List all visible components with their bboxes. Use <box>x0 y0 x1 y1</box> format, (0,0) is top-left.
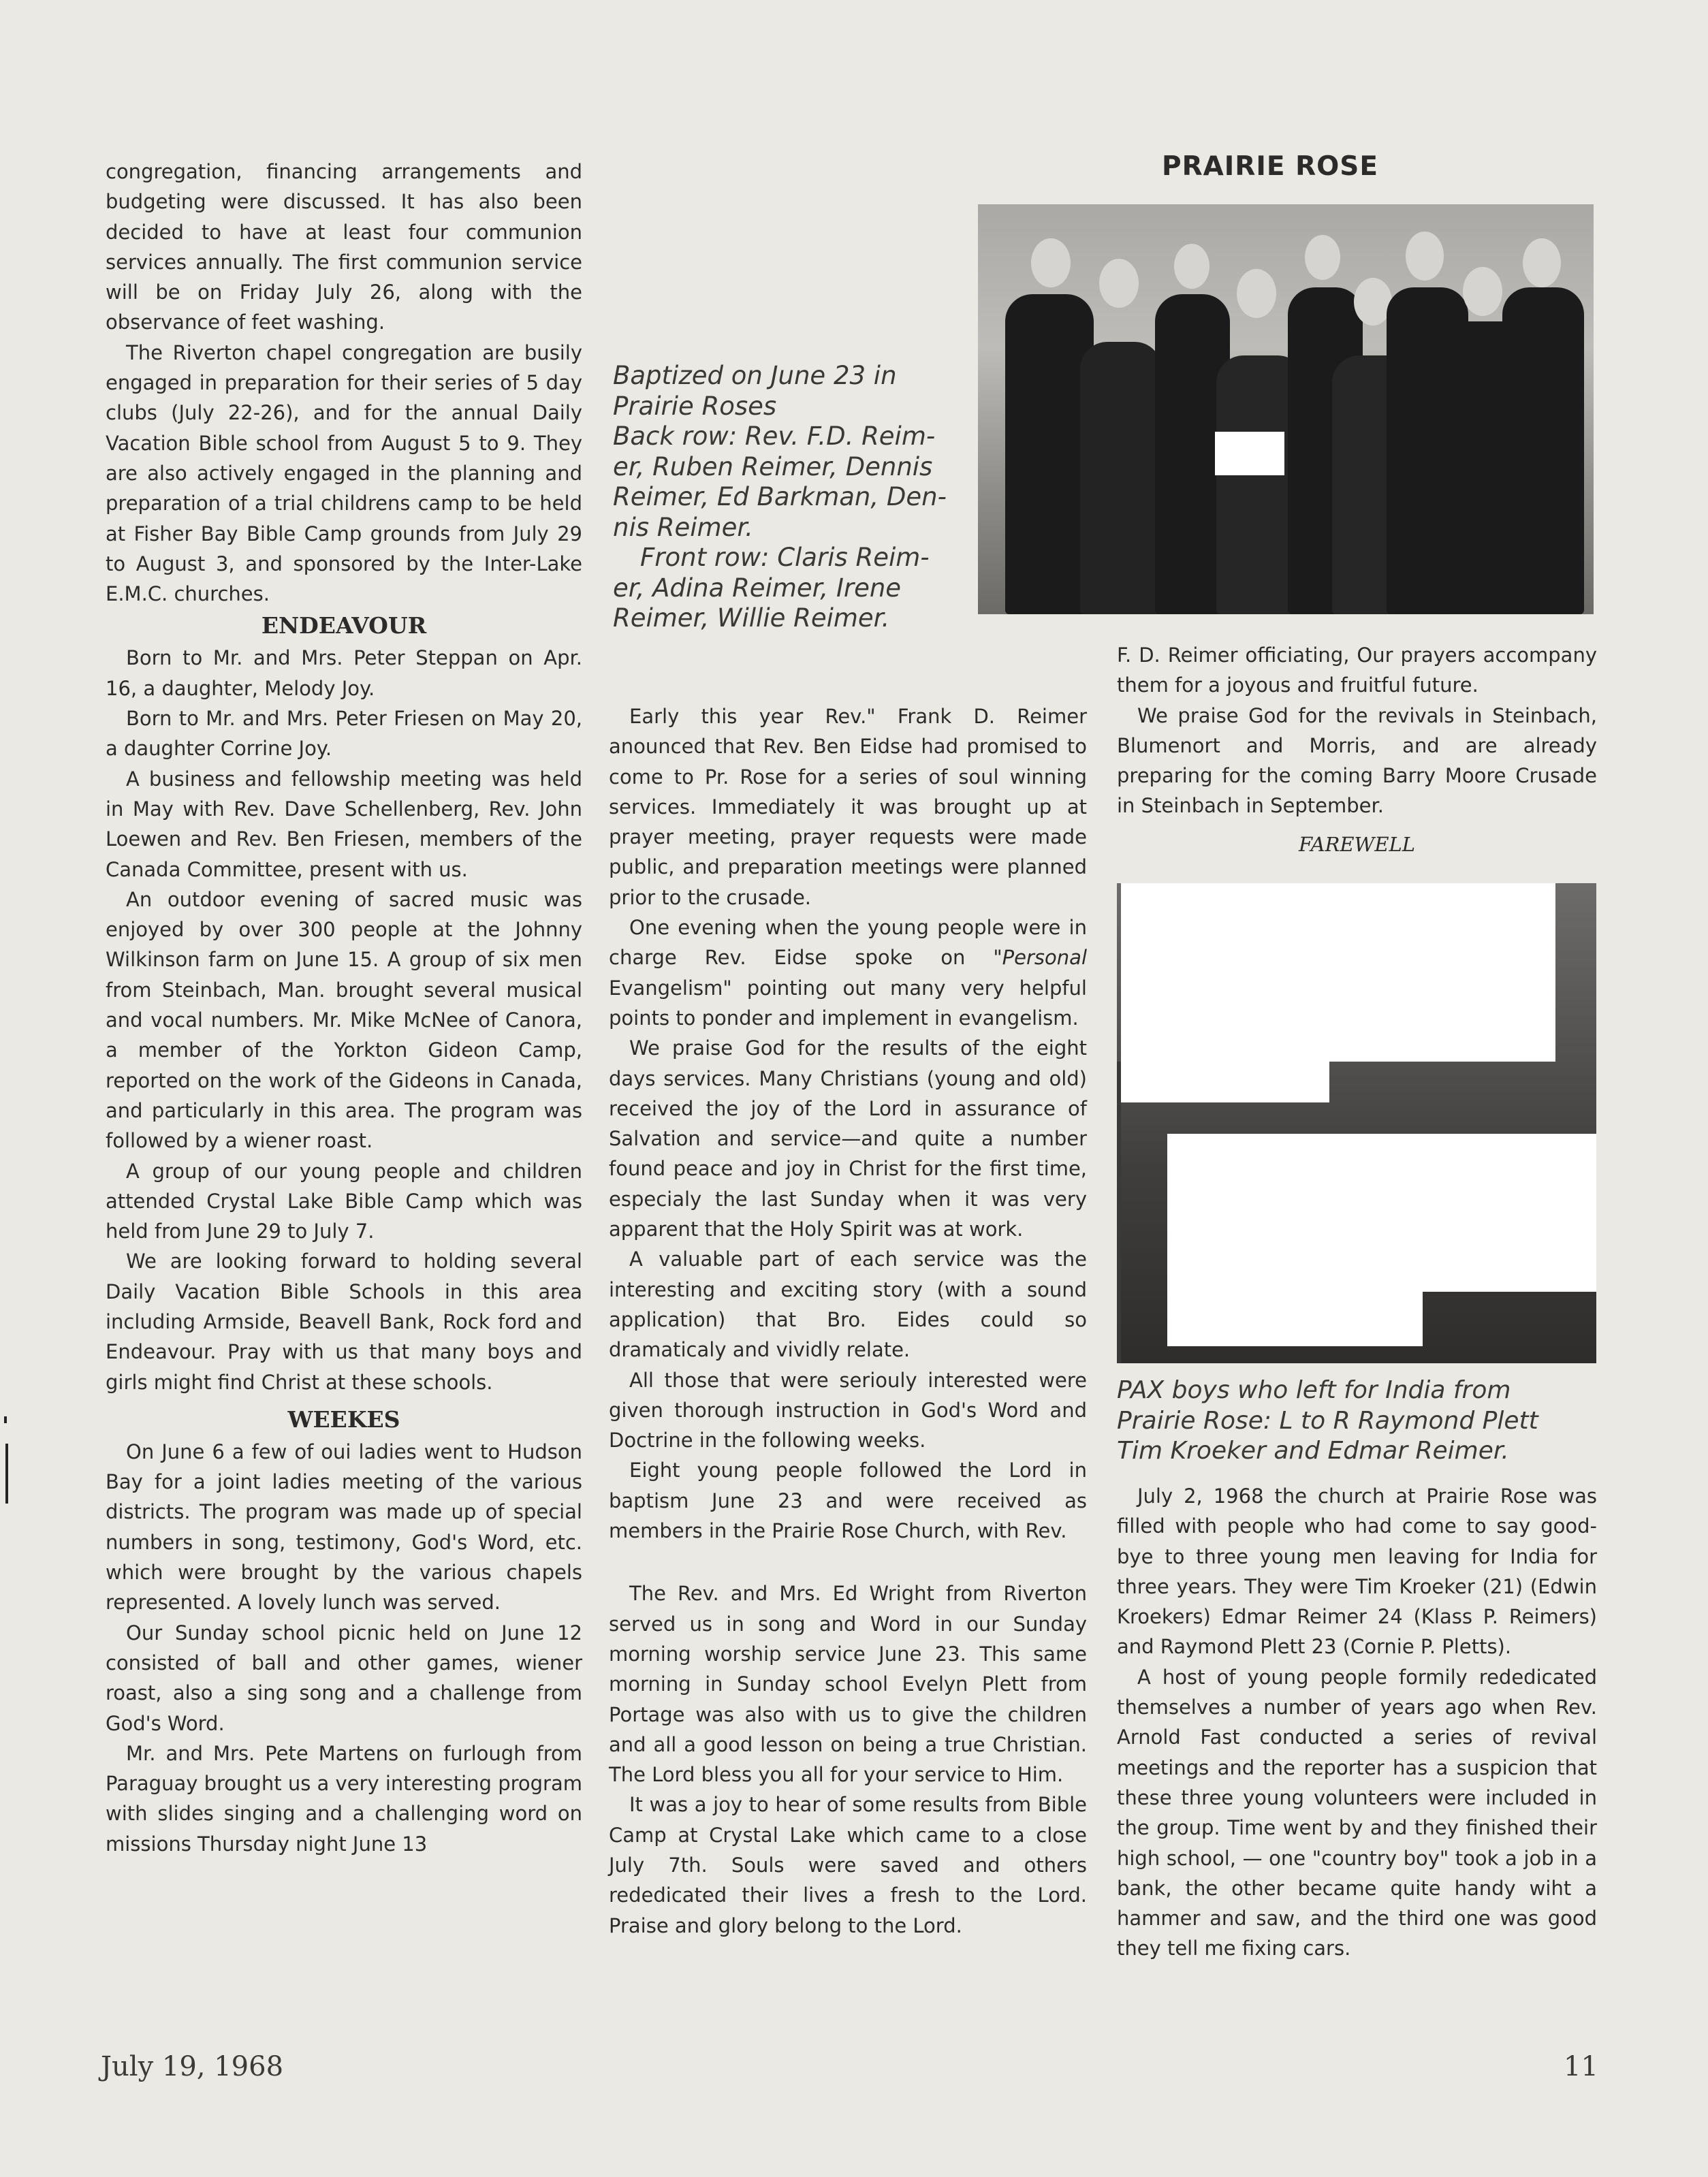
margin-mark <box>4 1416 7 1423</box>
margin-mark <box>5 1444 8 1504</box>
paragraph: The Rev. and Mrs. Ed Wright from Riverton served us in song and Word in our Sunday morning worship service June 23. This same morning in Sunday school Evelyn Plett from Portage was also with us to give the children and all a good lesson on being a true Christian. The Lord bless you all for your service to Him. <box>609 1582 1087 1787</box>
paragraph: Eight young people followed the Lord in baptism June 23 and were received as members in the Prairie Rose Church, with Rev. <box>609 1459 1087 1543</box>
paragraph: On June 6 a few of oui ladies went to Hudson Bay for a joint ladies meeting of the various districts. The program was made up of special numbers in song, testimony, God's Word, etc. which were brought by the various chapels represented. A lovely lunch was served. <box>106 1440 582 1615</box>
paragraph: July 2, 1968 the church at Prairie Rose was filled with people who had come to say good-bye to three young men leaving for India for three years. They were Tim Kroeker (21) (Edwin Kroekers) Edmar Reimer 24 (Klass P. Reimers) and Raymond Plett 23 (Cornie P. Pletts). <box>1117 1484 1597 1659</box>
caption-line: Baptized on June 23 in <box>613 361 897 390</box>
paragraph: congregation, financing arrangements and budgeting were discussed. It has also been decided to have at least four communion services annually. The first communion service will be on Friday July 26, along with the observance of feet washing. <box>106 160 582 334</box>
caption-line: Prairie Roses <box>613 391 777 421</box>
column-middle <box>609 701 1087 1941</box>
section-heading-weekes: WEEKES <box>287 1405 400 1433</box>
farewell-photo-caption <box>1117 1376 1597 1467</box>
caption-line: Prairie Rose: L to R Raymond Plett <box>1117 1406 1538 1435</box>
paragraph: An outdoor evening of sacred music was enjoyed by over 300 people at the Johnny Wilkinson farm on June 15. A group of six men from Steinbach, Man. brought several musical and vocal numbers. Mr. Mike McNee of Canora, a member of the Yorkton Gideon Camp, reported on the work of the Gideons in Canada, and particularly in this area. The program was followed by a wiener roast. <box>106 887 582 1153</box>
paragraph: Mr. and Mrs. Pete Martens on furlough from Paraguay brought us a very interesting program with slides singing and a challenging word on missions Thursday night June 13 <box>106 1741 582 1856</box>
paragraph: We praise God for the results of the eight days services. Many Christians (young and old) received the joy of the Lord in assurance of Salvation and service—and quite a number found peace and joy in Christ for the first time, especialy the last Sunday when it was very apparent that the Holy Spirit was at work. <box>609 1036 1087 1241</box>
caption-line: Reimer, Willie Reimer. <box>613 603 890 633</box>
caption-line: Reimer, Ed Barkman, Den- <box>613 482 947 511</box>
photo-section-title: PRAIRIE ROSE <box>1162 151 1378 182</box>
section-heading-endeavour: ENDEAVOUR <box>261 612 427 639</box>
footer-date: July 19, 1968 <box>101 2051 284 2082</box>
paragraph: Born to Mr. and Mrs. Peter Steppan on Apr. 16, a daughter, Melody Joy. <box>106 646 582 700</box>
paragraph: Early this year Rev." Frank D. Reimer anounced that Rev. Ben Eidse had promised to come to Pr. Rose for a series of soul winning services. Immediately it was brought up at prayer meeting, prayer requests were made public, and preparation meetings were planned prior to the crusade. <box>609 705 1087 909</box>
paragraph: Our Sunday school picnic held on June 12 consisted of ball and other games, wiener roast, also a sing song and a challenge from God's Word. <box>106 1621 582 1735</box>
paragraph: Born to Mr. and Mrs. Peter Friesen on May 20, a daughter Corrine Joy. <box>106 707 582 761</box>
farewell-photo <box>1117 883 1596 1363</box>
column-left <box>106 157 582 1859</box>
paragraph: A host of young people formily rededicated themselves a number of years ago when Rev. Arnold Fast conducted a series of revival meetings and the reporter has a suspicion that these three young volunteers were included in the group. Time went by and they finished their high school, — one "country boy" took a job in a bank, the other became quite handy wiht a hammer and saw, and the third one was good they tell me fixing cars. <box>1117 1665 1597 1960</box>
paragraph: We are looking forward to holding several Daily Vacation Bible Schools in this area including Armside, Beavell Bank, Rock ford and Endeavour. Pray with us that many boys and girls might find Christ at these schools. <box>106 1250 582 1394</box>
page-number: 11 <box>1564 2051 1598 2082</box>
caption-line: PAX boys who left for India from <box>1117 1376 1511 1404</box>
caption-line: Front row: Claris Reim- <box>640 543 930 572</box>
caption-line: er, Ruben Reimer, Dennis <box>613 451 933 481</box>
paragraph: The Riverton chapel congregation are busily engaged in preparation for their series of 5 day clubs (July 22-26), and for the annual Daily Vacation Bible school from August 5 to 9. They are also actively engaged in the planning and preparation of a trial childrens camp to be held at Fisher Bay Bible Camp grounds from July 29 to August 3, and sponsored by the Inter-Lake E.M.C. churches. <box>106 340 582 606</box>
column-right-top <box>1117 640 1597 859</box>
paragraph: A group of our young people and children attended Crystal Lake Bible Camp which was held from June 29 to July 7. <box>106 1159 582 1243</box>
farewell-heading: FAREWELL <box>1298 832 1416 856</box>
column-right-bottom <box>1117 1481 1597 1964</box>
paragraph: One evening when the young people were in charge Rev. Eidse spoke on "Personal Evangelism" pointing out many very helpful points to ponder and implement in evangelism. <box>609 916 1087 1030</box>
caption-line: er, Adina Reimer, Irene <box>613 573 902 603</box>
baptism-group-photo <box>978 204 1594 614</box>
paragraph: F. D. Reimer officiating, Our prayers accompany them for a joyous and fruitful future. <box>1117 643 1597 697</box>
caption-line: Tim Kroeker and Edmar Reimer. <box>1117 1437 1509 1465</box>
caption-line: Back row: Rev. F.D. Reim- <box>613 422 936 451</box>
paragraph: A business and fellowship meeting was held in May with Rev. Dave Schellenberg, Rev. John Loewen and Rev. Ben Friesen, members of the Canada Committee, present with us. <box>106 767 582 881</box>
paragraph: A valuable part of each service was the interesting and exciting story (with a sound application) that Bro. Eides could so dramaticaly and vividly relate. <box>609 1248 1087 1362</box>
paragraph: We praise God for the revivals in Steinbach, Blumenort and Morris, and are already preparing for the coming Barry Moore Crusade in Steinbach in September. <box>1117 703 1597 818</box>
paragraph: All those that were seriouly interested were given thorough instruction in God's Word and Doctrine in the following weeks. <box>609 1368 1087 1452</box>
caption-line: nis Reimer. <box>613 512 753 542</box>
baptism-photo-caption <box>613 361 957 634</box>
paragraph: It was a joy to hear of some results from Bible Camp at Crystal Lake which came to a close July 7th. Souls were saved and others rededicated their lives a fresh to the Lord. Praise and glory belong to the Lord. <box>609 1793 1087 1937</box>
